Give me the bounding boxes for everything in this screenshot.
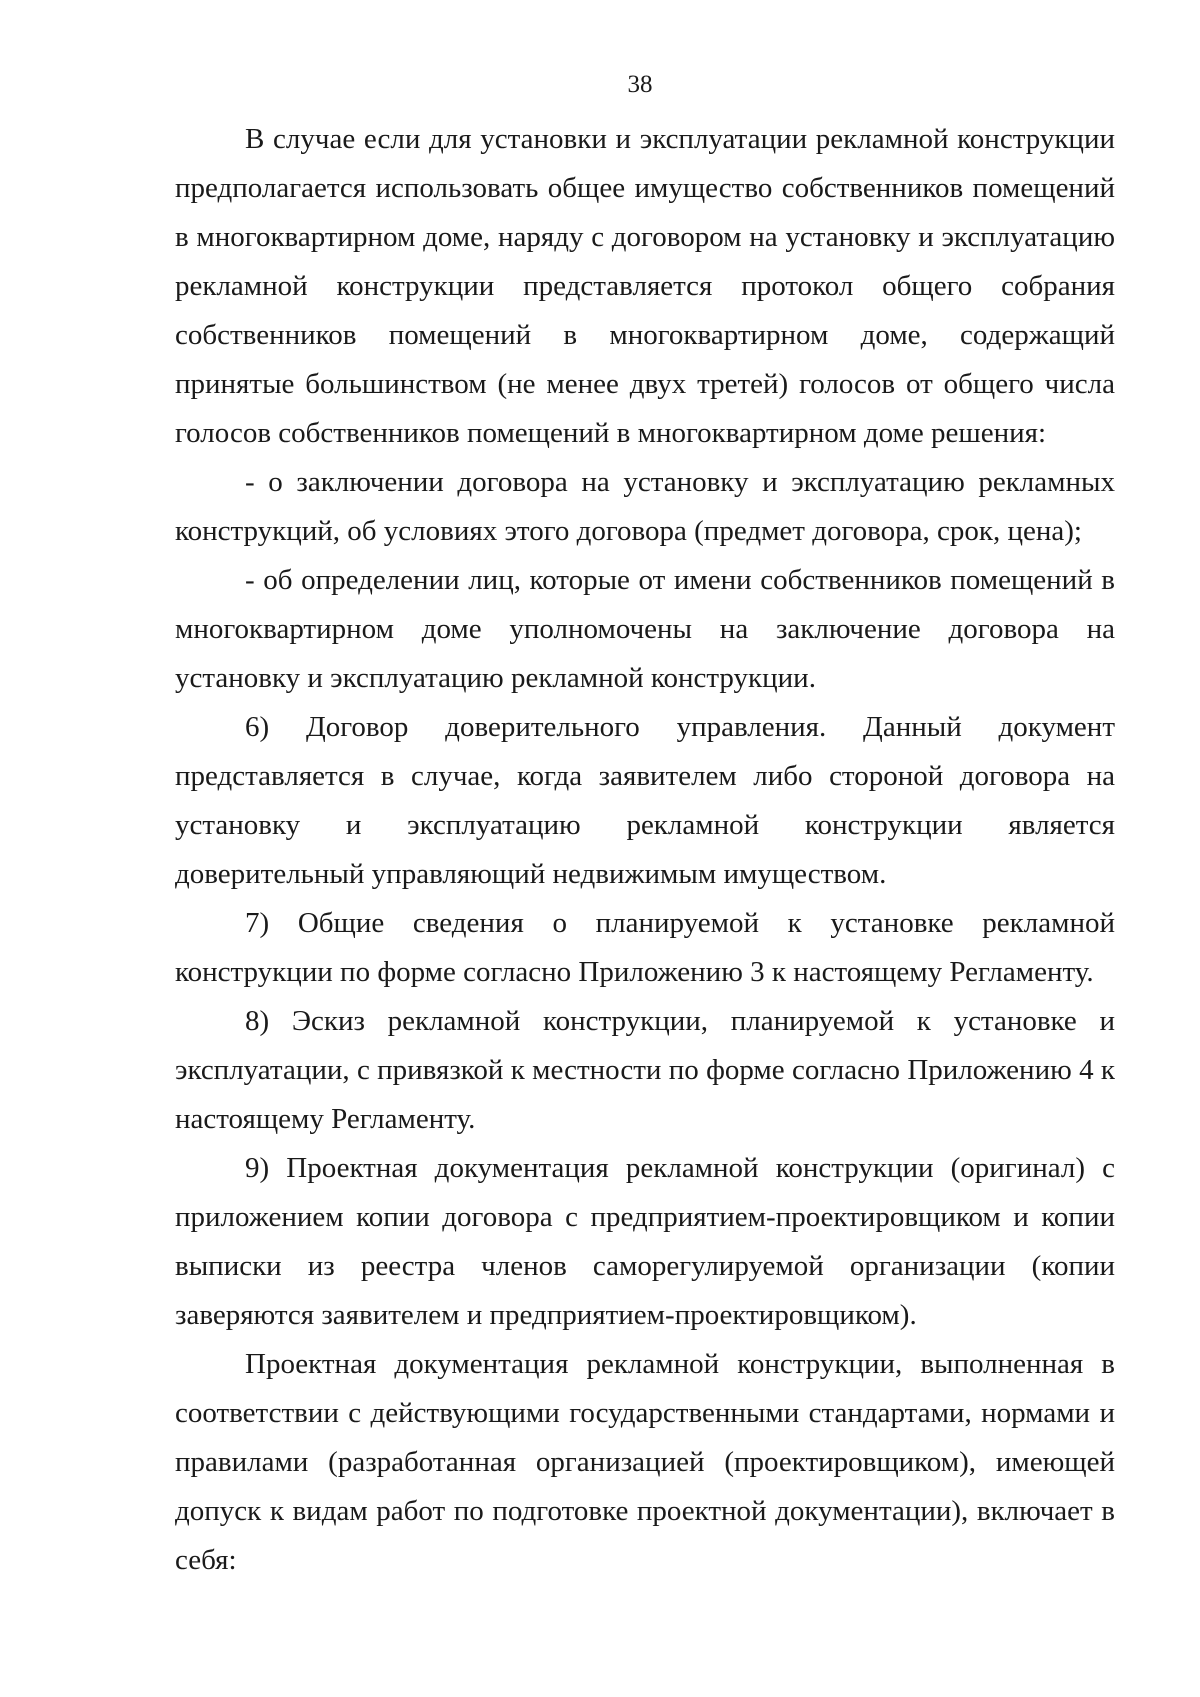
paragraph-authorized-persons: - об определении лиц, которые от имени собственников помещений в многоквартирном доме уполномочены на заключение договора на установку и эксплуатацию рекламной конструкции.	[175, 564, 1115, 694]
paragraph-contract-conclusion: - о заключении договора на установку и эксплуатацию рекламных конструкций, об условиях этого договора (предмет договора, срок, цена);	[175, 466, 1115, 547]
paragraph-item-8: 8) Эскиз рекламной конструкции, планируемой к установке и эксплуатации, с привязкой к местности по форме согласно Приложению 4 к настоящему Регламенту.	[175, 1005, 1115, 1135]
page-number: 38	[627, 71, 653, 98]
paragraph-item-9: 9) Проектная документация рекламной конструкции (оригинал) с приложением копии договора с предприятием-проектировщиком и копии выписки из реестра членов саморегулируемой организации (копии заверяются заявителем и предприятием-проектировщиком).	[175, 1152, 1115, 1331]
paragraph-common-property: В случае если для установки и эксплуатации рекламной конструкции предполагается использовать общее имущество собственников помещений в многоквартирном доме, наряду с договором на установку и эксплуатацию рекламной конструкции представляется протокол общего собрания собственников помещений в многоквартирном доме, содержащий принятые большинством (не менее двух третей) голосов от общего числа голосов собственников помещений в многоквартирном доме решения:	[175, 123, 1115, 449]
document-body	[175, 115, 1115, 1585]
paragraph-item-6: 6) Договор доверительного управления. Данный документ представляется в случае, когда заявителем либо стороной договора на установку и эксплуатацию рекламной конструкции является доверительный управляющий недвижимым имуществом.	[175, 711, 1115, 890]
paragraph-project-docs: Проектная документация рекламной конструкции, выполненная в соответствии с действующими государственными стандартами, нормами и правилами (разработанная организацией (проектировщиком), имеющей допуск к видам работ по подготовке проектной документации), включает в себя:	[175, 1348, 1115, 1576]
paragraph-item-7: 7) Общие сведения о планируемой к установке рекламной конструкции по форме согласно Приложению 3 к настоящему Регламенту.	[175, 907, 1115, 988]
